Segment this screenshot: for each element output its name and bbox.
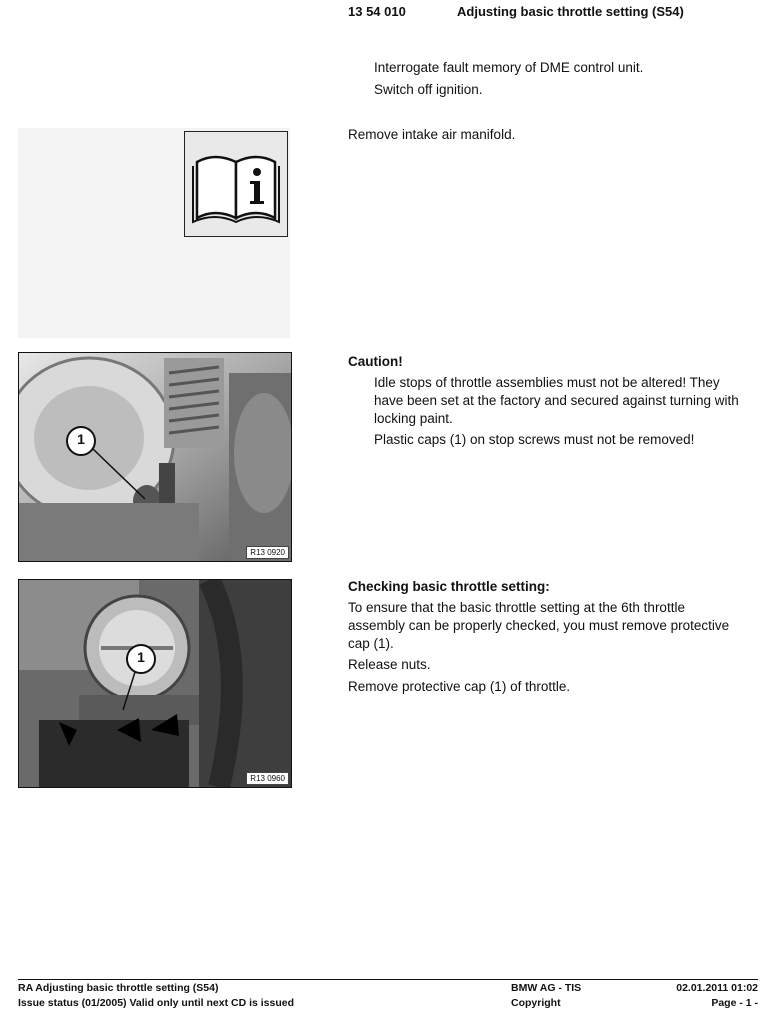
checking-para-1b: assembly can be properly checked, you must remove protective: [348, 618, 730, 633]
checking-para-1a: To ensure that the basic throttle setting at the 6th throttle: [348, 600, 685, 615]
step-switch-off-ignition: Switch off ignition.: [374, 82, 483, 97]
caution-line-1c: locking paint.: [374, 411, 453, 426]
throttle-photo-2: [18, 579, 292, 788]
footer-datetime: 02.01.2011 01:02: [676, 982, 758, 994]
step-interrogate-fault-memory: Interrogate fault memory of DME control unit.: [374, 60, 644, 75]
document-title: Adjusting basic throttle setting (S54): [457, 4, 684, 19]
caution-heading: Caution!: [348, 354, 403, 369]
document-code: 13 54 010: [348, 4, 406, 19]
checking-remove-cap: Remove protective cap (1) of throttle.: [348, 679, 571, 694]
figure-1-label: R13 0920: [246, 546, 289, 559]
footer-publisher: BMW AG - TIS: [511, 982, 582, 994]
figure-2-callout: 1: [137, 649, 145, 665]
footer-page-number: Page - 1 -: [711, 997, 758, 1009]
checking-release-nuts: Release nuts.: [348, 657, 431, 672]
caution-line-2: Plastic caps (1) on stop screws must not be removed!: [374, 432, 695, 447]
figure-1-callout: 1: [77, 431, 85, 447]
caution-line-1a: Idle stops of throttle assemblies must not be altered! They: [374, 375, 720, 390]
footer-copyright: Copyright: [511, 997, 561, 1009]
caution-line-1b: have been set at the factory and secured against turning with: [374, 393, 739, 408]
footer-issue-status: Issue status (01/2005) Valid only until next CD is issued: [18, 997, 295, 1009]
checking-heading: Checking basic throttle setting:: [348, 579, 550, 594]
info-book-icon: [184, 131, 288, 237]
footer-divider: [18, 979, 758, 980]
footer-doc-title: RA Adjusting basic throttle setting (S54): [18, 982, 219, 994]
figure-2-label: R13 0960: [246, 772, 289, 785]
checking-para-1c: cap (1).: [348, 636, 394, 651]
step-remove-intake-manifold: Remove intake air manifold.: [348, 127, 516, 142]
throttle-photo-1: [18, 352, 292, 562]
